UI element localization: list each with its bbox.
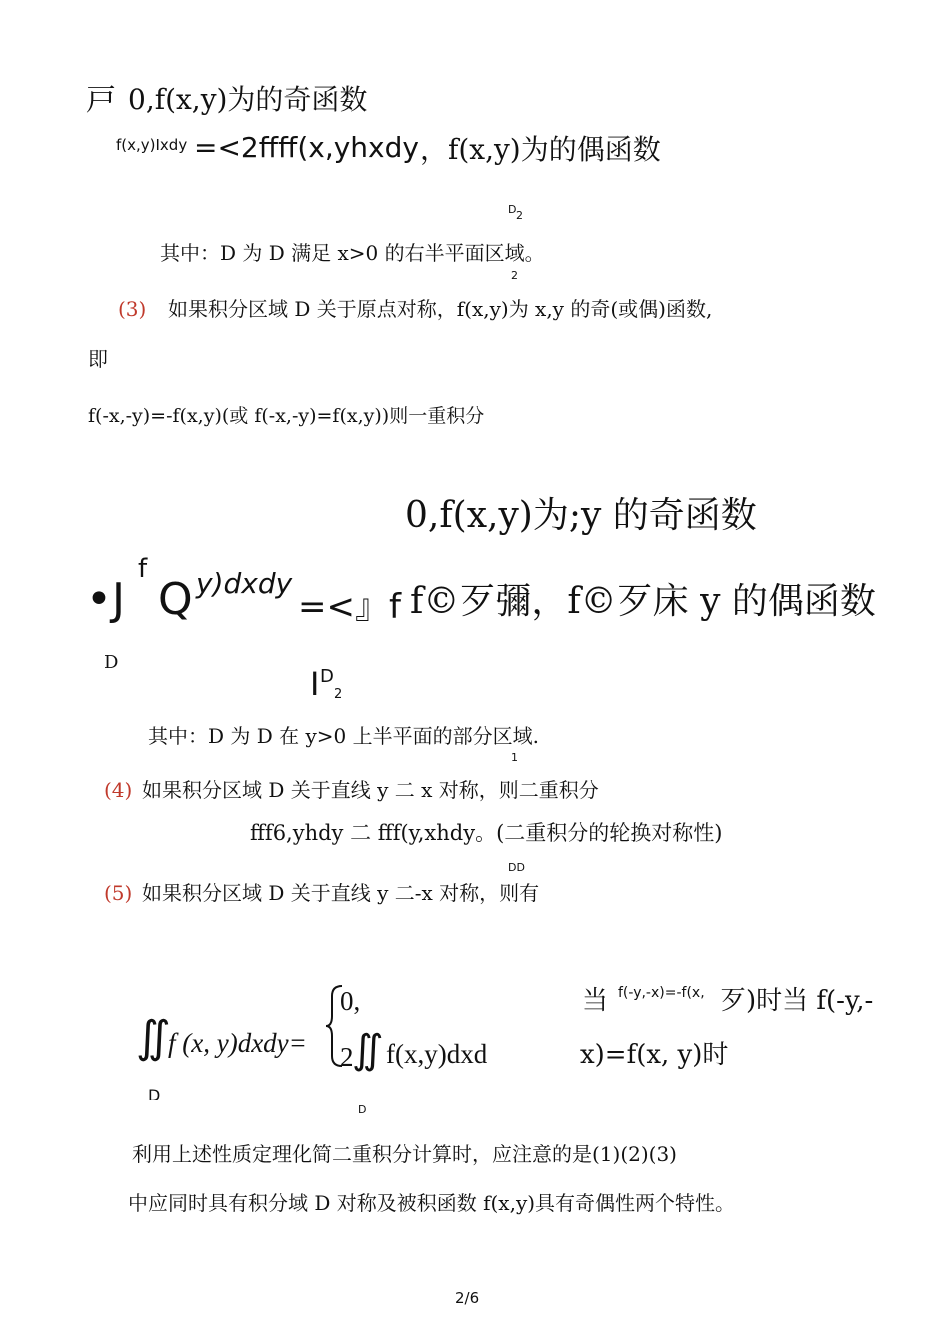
- region-d2-index: 2: [334, 687, 343, 702]
- rotation-symmetry-subscript: DD: [508, 861, 525, 874]
- formula-case-body: f(x,y)dxd: [386, 1039, 488, 1069]
- big-integral-j: •J: [86, 574, 125, 625]
- big-integral-sup: y)dxdy: [196, 567, 293, 600]
- note-subscript: 2: [511, 269, 518, 282]
- formula-case-two: 2: [340, 1042, 354, 1072]
- even-function-case: ，f(x,y)为的偶函数: [420, 133, 661, 166]
- note-upper-subscript: 1: [511, 751, 518, 764]
- integral-lhs: f(x,y)Ixdy: [116, 136, 188, 154]
- region-d-below: D: [104, 652, 119, 673]
- condition-when: 当: [582, 986, 609, 1016]
- condition-odd-sup: f(-y,-x)=-f(x,: [618, 985, 705, 1001]
- region-d2: D: [320, 666, 334, 687]
- formula-case-zero: 0,: [340, 986, 361, 1016]
- item-number-5: (5): [104, 881, 133, 905]
- inner-double-integral-sign: ∬: [352, 1027, 384, 1072]
- big-integral-sup-f: f: [138, 554, 148, 584]
- item-number-4: (4): [104, 778, 133, 802]
- double-integral-sign: ∬: [136, 1013, 171, 1062]
- item-5-text: 如果积分区域 D 关于直线 y 二-x 对称，则有: [142, 881, 540, 905]
- formula-region-d: D: [148, 1088, 161, 1100]
- big-integral-q: Q: [158, 574, 193, 625]
- formula-lhs: f (x, y)dxdy=: [168, 1028, 307, 1058]
- summary-line-2: 中应同时具有积分域 D 对称及被积函数 f(x,y)具有奇偶性两个特性。: [128, 1191, 736, 1215]
- continuation-ji: 即: [88, 347, 108, 371]
- condition-odd-text: 歹)时当 f(-y,-: [720, 986, 874, 1016]
- item-number-3: (3): [118, 297, 147, 321]
- rotation-symmetry-formula: fff6,yhdy 二 fff(y,xhdy。(二重积分的轮换对称性): [250, 821, 723, 845]
- item-4-text: 如果积分区域 D 关于直线 y 二 x 对称，则二重积分: [142, 778, 599, 802]
- region-index: 2: [516, 209, 523, 222]
- item-3-text: 如果积分区域 D 关于原点对称，f(x,y)为 x,y 的奇(或偶)函数,: [168, 297, 713, 321]
- note-right-half-plane: 其中：D 为 D 满足 x>0 的右半平面区域。: [160, 241, 545, 265]
- big-odd-case: 0,f(x,y)为;y 的奇函数: [405, 495, 757, 536]
- region-bar: I: [310, 665, 320, 703]
- page-number: 2/6: [455, 1289, 480, 1307]
- garbled-symbol: 戸: [86, 83, 116, 118]
- symmetry-condition: f(-x,-y)=-f(x,y)(或 f(-x,-y)=f(x,y))则一重积分: [88, 405, 485, 427]
- condition-even-text: x)=f(x, y)时: [580, 1040, 729, 1070]
- big-integral-mid: =<』f: [298, 587, 401, 627]
- formula-region-d-inner: D: [358, 1103, 367, 1116]
- summary-line-1: 利用上述性质定理化简二重积分计算时，应注意的是(1)(2)(3): [132, 1142, 677, 1166]
- big-even-case: f©歹彌，f©歹床 y 的偶函数: [410, 581, 876, 622]
- note-upper-half-plane: 其中：D 为 D 在 y>0 上半平面的部分区域.: [148, 724, 539, 748]
- region-label: D: [508, 203, 517, 216]
- integral-mid: =<2ffff(x,yhxdy: [194, 131, 419, 164]
- odd-function-case: 0,f(x,y)为的奇函数: [128, 83, 368, 116]
